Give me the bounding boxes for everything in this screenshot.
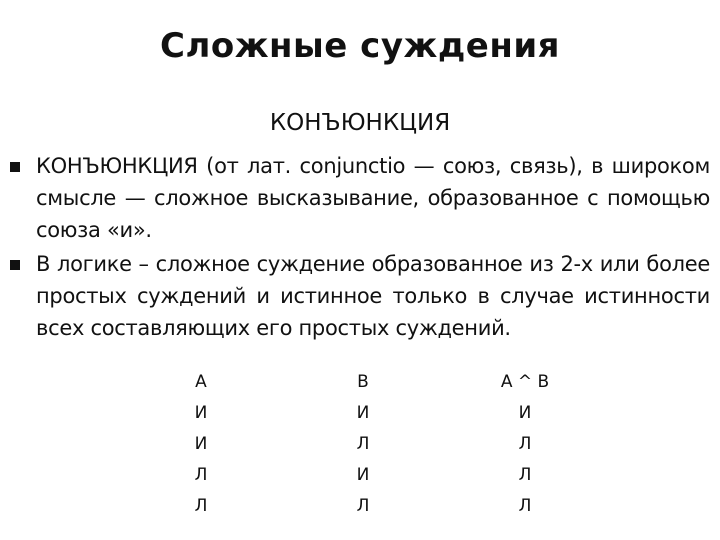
truth-table [120,366,606,521]
table-cell: И [356,402,370,423]
table-header-row [120,366,606,397]
column-header: А ^ В [500,371,550,392]
table-cell: И [356,464,370,485]
square-bullet-icon [10,162,20,172]
bullet-item [8,150,710,246]
table-cell: Л [356,433,370,454]
bullet-text: КОНЪЮНКЦИЯ (от лат. conjunctio — союз, связь), в широком смысле — сложное высказывание, образованное с помощью союза «и». [36,154,710,242]
column-header: В [357,371,369,392]
table-row [120,428,606,459]
table-cell: Л [518,433,532,454]
table-cell: Л [518,464,532,485]
table-cell: И [518,402,532,423]
table-cell: И [194,433,208,454]
table-cell: Л [194,495,208,516]
table-row [120,397,606,428]
table-row [120,459,606,490]
table-cell: Л [194,464,208,485]
table-cell: Л [356,495,370,516]
slide-subtitle: КОНЪЮНКЦИЯ [269,110,451,136]
square-bullet-icon [10,260,20,270]
bullet-text: В логике – сложное суждение образованное из 2-х или более простых суждений и истинное только в случае истинности всех составляющих его простых суждений. [36,252,710,340]
bullet-item [8,248,710,344]
table-row [120,490,606,521]
slide-title: Сложные суждения [160,26,560,66]
bullet-list [8,150,710,346]
table-cell: Л [518,495,532,516]
column-header: А [195,371,207,392]
table-cell: И [194,402,208,423]
